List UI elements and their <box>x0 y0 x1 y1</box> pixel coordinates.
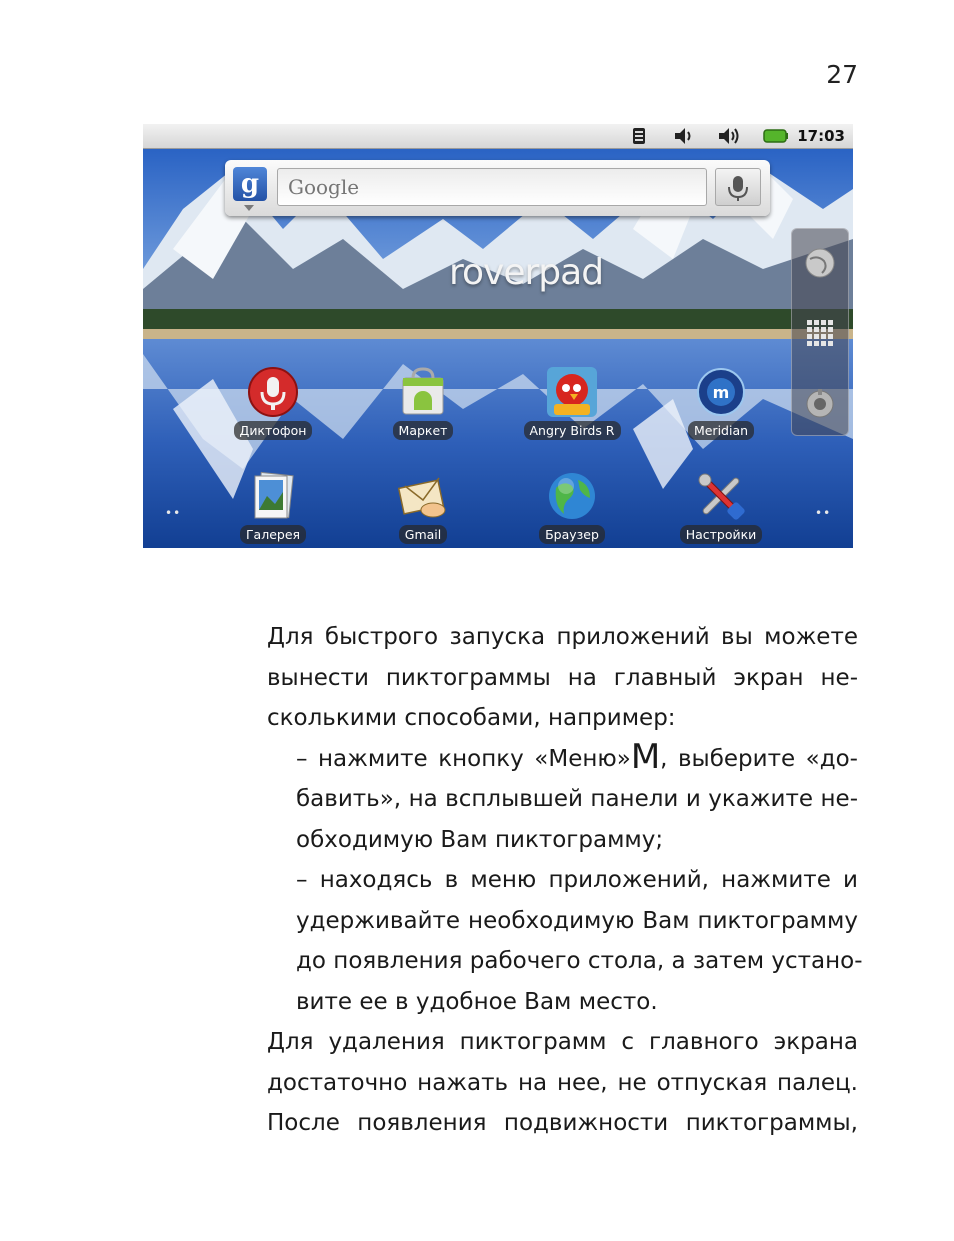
bullet-text: , выберите «до- <box>660 745 858 772</box>
status-bar <box>143 124 853 149</box>
app-market[interactable] <box>363 366 483 446</box>
app-label: Meridian <box>688 421 754 440</box>
wallpaper-logo: roverpad <box>449 252 604 293</box>
bullet-drag-method <box>296 860 863 1022</box>
paragraph-add-icons <box>267 617 858 739</box>
gmail-icon <box>397 470 449 522</box>
text-line: Для удаления пиктограмм с главного экрана <box>267 1029 858 1055</box>
paragraph-remove-icons <box>267 1022 858 1144</box>
text-line: вынести пиктограммы на главный экран не- <box>267 664 858 691</box>
text-line: вите ее в удобное Вам место. <box>296 988 658 1015</box>
text-line: удерживайте необходимую Вам пиктограмму <box>296 907 858 934</box>
text-line: обходимую Вам пиктограмму; <box>296 826 664 853</box>
page-indicator-left[interactable]: •• <box>165 506 182 520</box>
app-gmail[interactable] <box>363 470 483 548</box>
meridian-icon <box>695 366 747 418</box>
apps-grid-icon[interactable] <box>804 317 836 349</box>
text-line: до появления рабочего стола, а затем устано- <box>296 948 863 974</box>
text-line: – находясь в меню приложений, нажмите и <box>296 867 858 893</box>
bullet-menu-method <box>296 736 858 861</box>
page-indicator-right[interactable]: •• <box>815 506 832 520</box>
google-search-widget[interactable] <box>225 160 770 216</box>
app-label: Диктофон <box>234 421 313 440</box>
volume-icon <box>673 127 693 145</box>
battery-icon <box>763 127 789 145</box>
app-gallery[interactable] <box>213 470 333 548</box>
clock: 17:03 <box>797 127 845 145</box>
search-input[interactable] <box>277 168 707 206</box>
sd-card-icon <box>632 127 646 145</box>
text-line: достаточно нажать на нее, не отпуская палец. <box>267 1069 858 1096</box>
svg-text:m: m <box>712 383 730 402</box>
settings-tools-icon <box>695 470 747 522</box>
bullet-text: – нажмите кнопку «Меню» <box>296 745 631 772</box>
app-label: Angry Birds R <box>524 421 621 440</box>
app-label: Настройки <box>680 525 763 544</box>
app-label: Браузер <box>539 525 605 544</box>
voice-search-button[interactable] <box>715 168 761 206</box>
page-number: 27 <box>826 60 858 89</box>
menu-key-icon: M <box>630 736 661 777</box>
body-text <box>267 617 863 1144</box>
device-screenshot <box>143 124 853 548</box>
app-settings[interactable] <box>661 470 781 548</box>
app-angry-birds[interactable] <box>512 366 632 446</box>
browser-globe-icon <box>546 470 598 522</box>
text-line: бавить», на всплывшей панели и укажите не- <box>296 786 858 812</box>
text-line: После появления подвижности пиктограммы, <box>267 1110 858 1136</box>
camera-icon[interactable] <box>804 387 836 419</box>
app-label: Gmail <box>399 525 447 544</box>
text-line: Для быстрого запуска приложений вы можете <box>267 624 858 650</box>
app-label: Галерея <box>240 525 306 544</box>
globe-icon[interactable] <box>804 247 836 279</box>
text-line: сколькими способами, например: <box>267 705 676 731</box>
app-browser[interactable] <box>512 470 632 548</box>
text-line <box>296 736 858 780</box>
app-meridian[interactable] <box>661 366 781 446</box>
app-label: Маркет <box>393 421 454 440</box>
launcher-side-panel <box>791 228 849 436</box>
app-dictaphone[interactable] <box>213 366 333 446</box>
google-g-button[interactable]: g <box>233 167 267 201</box>
dropdown-arrow-icon[interactable] <box>244 205 254 211</box>
microphone-icon <box>716 169 760 205</box>
microphone-icon <box>247 366 299 418</box>
gallery-icon <box>247 470 299 522</box>
market-icon <box>397 366 449 418</box>
sound-icon <box>717 127 741 145</box>
angry-birds-icon <box>546 366 598 418</box>
